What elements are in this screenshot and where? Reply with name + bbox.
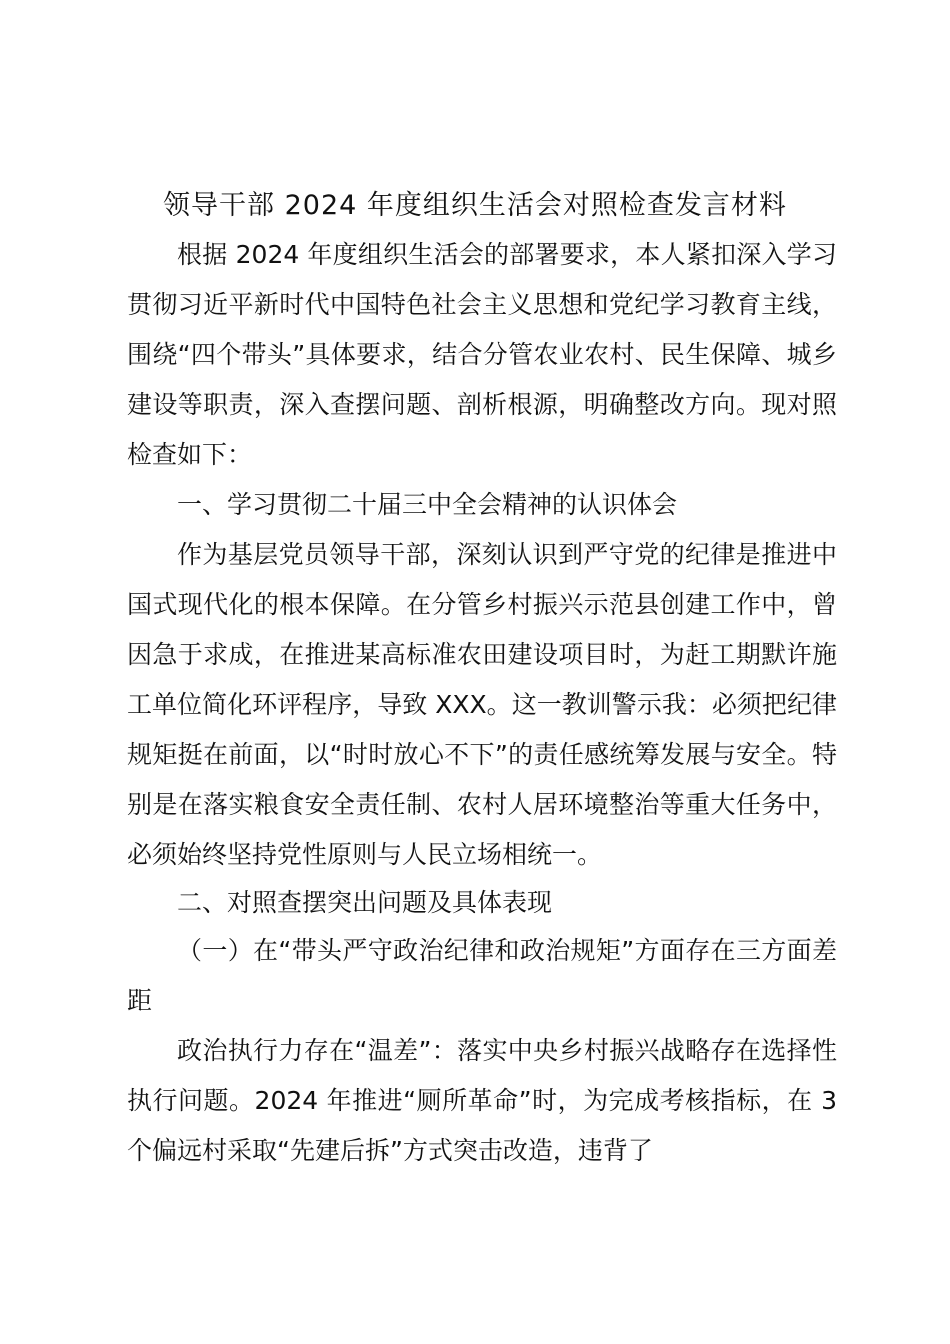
document-title: 领导干部 2024 年度组织生活会对照检查发言材料: [163, 190, 787, 221]
intro-paragraph: 根据 2024 年度组织生活会的部署要求，本人紧扣深入学习贯彻习近平新时代中国特色社会主义思想和党纪学习教育主线，围绕“四个带头”具体要求，结合分管农业农村、民生保障、城乡建设等职责，深入查摆问题、剖析根源，明确整改方向。现对照检查如下：: [127, 240, 837, 469]
section-1-paragraph: 作为基层党员领导干部，深刻认识到严守党的纪律是推进中国式现代化的根本保障。在分管乡村振兴示范县创建工作中，曾因急于求成，在推进某高标准农田建设项目时，为赶工期默许施工单位简化环评程序，导致 XXX。这一教训警示我：必须把纪律规矩挺在前面，以“时时放心不下”的责任感统筹发展与安全。特别是在落实粮食安全责任制、农村人居环境整治等重大任务中，必须始终坚持党性原则与人民立场相统一。: [127, 540, 837, 869]
section-2-paragraph-1: 政治执行力存在“温差”：落实中央乡村振兴战略存在选择性执行问题。2024 年推进“厕所革命”时，为完成考核指标，在 3 个偏远村采取“先建后拆”方式突击改造，违背了: [127, 1036, 837, 1165]
section-2-subheading-1: （一）在“带头严守政治纪律和政治规矩”方面存在三方面差距: [127, 936, 837, 1015]
section-2-heading: 二、对照查摆突出问题及具体表现: [177, 888, 553, 917]
section-1-heading: 一、学习贯彻二十届三中全会精神的认识体会: [177, 490, 678, 519]
